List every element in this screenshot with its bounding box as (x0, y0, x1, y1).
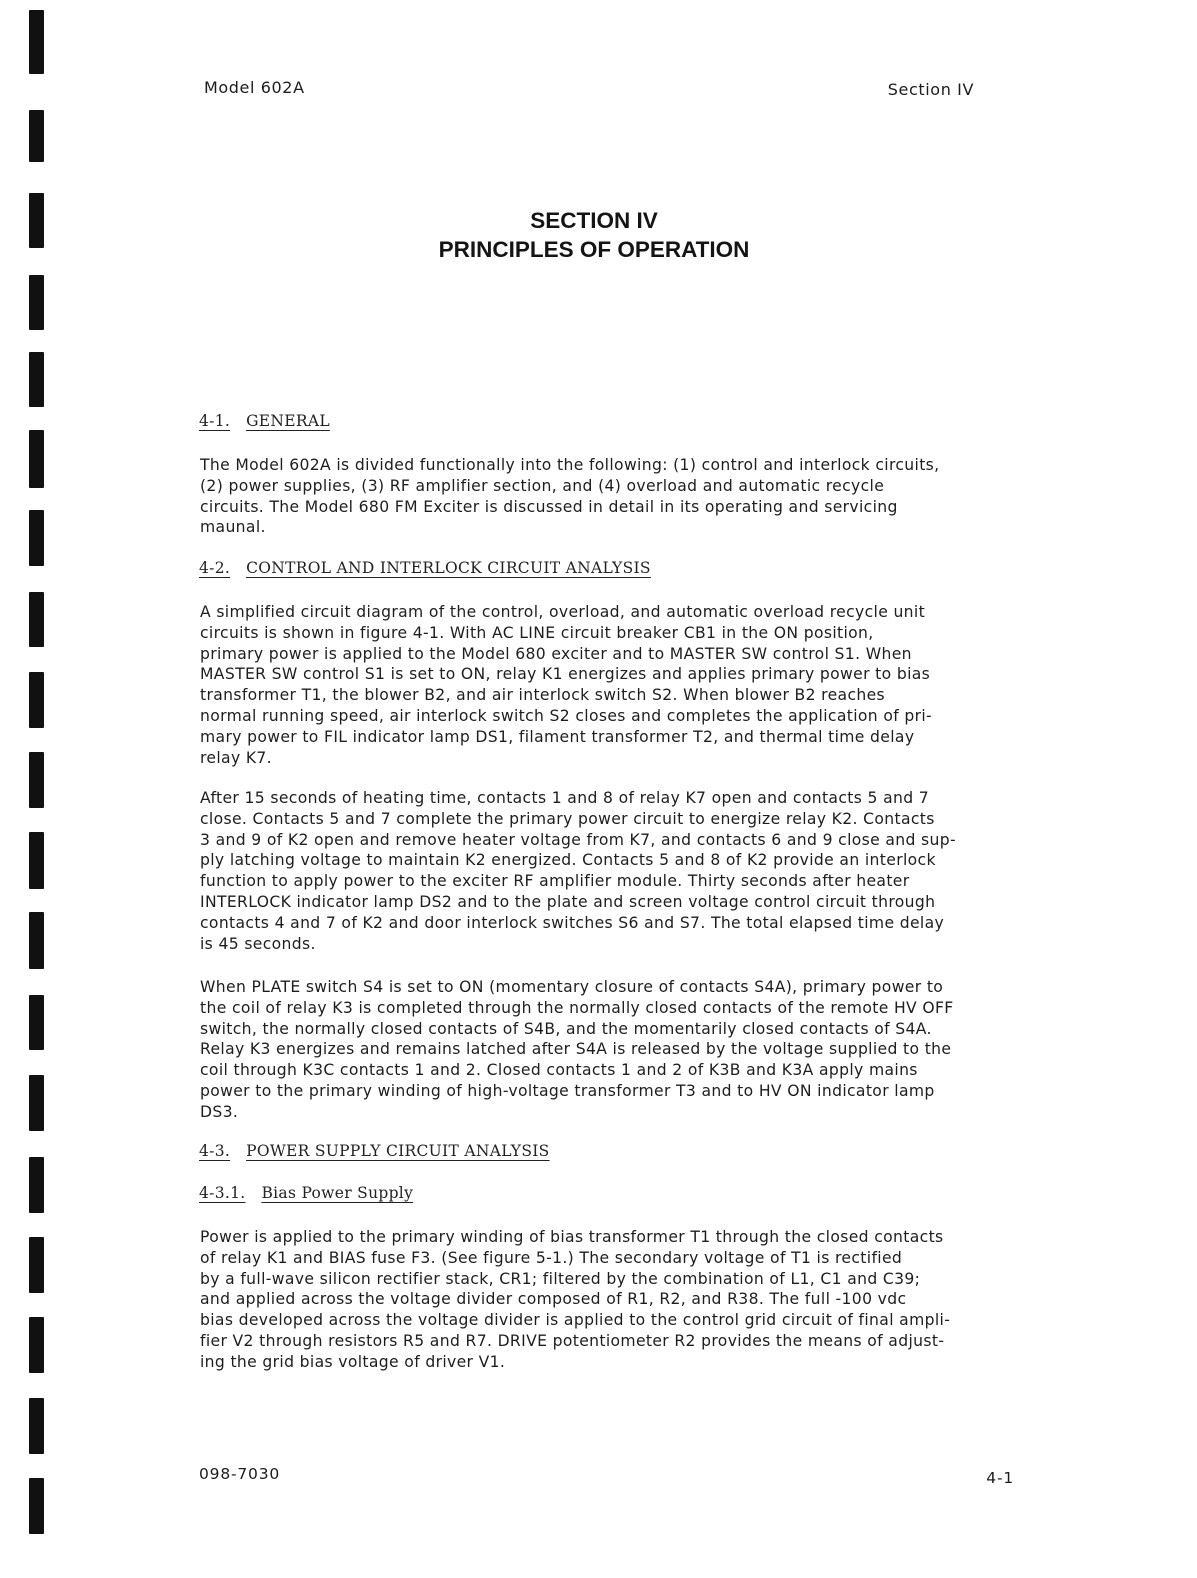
footer-page-number: 4-1 (986, 1469, 1014, 1487)
binding-mark (29, 1237, 44, 1293)
binding-mark (29, 275, 44, 330)
binding-mark (29, 1075, 44, 1131)
header-model: Model 602A (204, 78, 305, 97)
binding-mark (29, 1398, 44, 1454)
section-title-line1: SECTION IV (530, 208, 658, 233)
paragraph-control-1: A simplified circuit diagram of the control, overload, and automatic overload recycle unit circuits is shown in figure 4-1. With AC LINE circuit breaker CB1 in the ON position, primary power is applied to the Model 680 exciter and to MASTER SW control S1. When MASTER SW control S1 is set to ON, relay K1 energizes and applies primary power to bias transformer T1, the blower B2, and air interlock switch S2. When blower B2 reaches normal running speed, air interlock switch S2 closes and completes the application of pri- mary power to FIL indicator lamp DS1, filament transformer T2, and thermal time delay relay K7. (200, 603, 933, 767)
heading-title: CONTROL AND INTERLOCK CIRCUIT ANALYSIS (246, 559, 651, 577)
heading-number: 4-1. (199, 412, 231, 430)
heading-title: Bias Power Supply (261, 1184, 414, 1202)
heading-4-3 (199, 1142, 550, 1160)
binding-mark (29, 352, 44, 407)
heading-number: 4-3. (199, 1142, 231, 1160)
heading-title: GENERAL (246, 412, 330, 430)
binding-mark (29, 592, 44, 647)
binding-mark (29, 1317, 44, 1373)
binding-mark (29, 10, 44, 74)
binding-mark (29, 1478, 44, 1534)
heading-number: 4-2. (199, 559, 231, 577)
heading-4-2 (199, 559, 651, 577)
paragraph-control-3: When PLATE switch S4 is set to ON (momentary closure of contacts S4A), primary power to the coil of relay K3 is completed through the normally closed contacts of the remote HV OFF switch, the normally closed contacts of S4B, and the momentarily closed contacts of S4A. Relay K3 energizes and remains latched after S4A is released by the voltage supplied to the coil through K3C contacts 1 and 2. Closed contacts 1 and 2 of K3B and K3A apply mains power to the primary winding of high-voltage transformer T3 and to HV ON indicator lamp DS3. (200, 978, 954, 1121)
binding-mark (29, 832, 44, 889)
heading-number: 4-3.1. (199, 1184, 246, 1202)
section-title-line2: PRINCIPLES OF OPERATION (438, 237, 750, 262)
binding-mark (29, 510, 44, 566)
binding-mark (29, 110, 44, 162)
binding-mark (29, 1157, 44, 1213)
heading-4-3-1 (199, 1184, 413, 1202)
binding-mark (29, 672, 44, 728)
footer-doc-number: 098-7030 (199, 1465, 281, 1483)
binding-mark (29, 995, 44, 1050)
paragraph-general: The Model 602A is divided functionally into the following: (1) control and interlock circuits, (2) power supplies, (3) RF amplifier section, and (4) overload and automatic recycle circuits. The Model 680 FM Exciter is discussed in detail in its operating and servicing maunal. (200, 456, 940, 537)
binding-mark (29, 752, 44, 808)
header-section: Section IV (887, 80, 974, 99)
heading-4-1 (199, 412, 330, 430)
heading-title: POWER SUPPLY CIRCUIT ANALYSIS (246, 1142, 550, 1160)
binding-mark (29, 430, 44, 488)
binding-mark (29, 912, 44, 969)
paragraph-control-2: After 15 seconds of heating time, contacts 1 and 8 of relay K7 open and contacts 5 and 7 close. Contacts 5 and 7 complete the primary power circuit to energize relay K2. Contacts 3 and 9 of K2 open and remove heater voltage from K7, and contacts 6 and 9 close and sup- ply latching voltage to maintain K2 energized. Contacts 5 and 8 of K2 provide an interlock function to apply power to the exciter RF amplifier module. Thirty seconds after heater INTERLOCK indicator lamp DS2 and to the plate and screen voltage control circuit through contacts 4 and 7 of K2 and door interlock switches S6 and S7. The total elapsed time delay is 45 seconds. (200, 789, 956, 953)
paragraph-bias-supply: Power is applied to the primary winding of bias transformer T1 through the closed contacts of relay K1 and BIAS fuse F3. (See figure 5-1.) The secondary voltage of T1 is rectified by a full-wave silicon rectifier stack, CR1; filtered by the combination of L1, C1 and C39; and applied across the voltage divider composed of R1, R2, and R38. The full -100 vdc bias developed across the voltage divider is applied to the control grid circuit of final ampli- fier V2 through resistors R5 and R7. DRIVE potentiometer R2 provides the means of adjust- ing the grid bias voltage of driver V1. (200, 1228, 951, 1371)
